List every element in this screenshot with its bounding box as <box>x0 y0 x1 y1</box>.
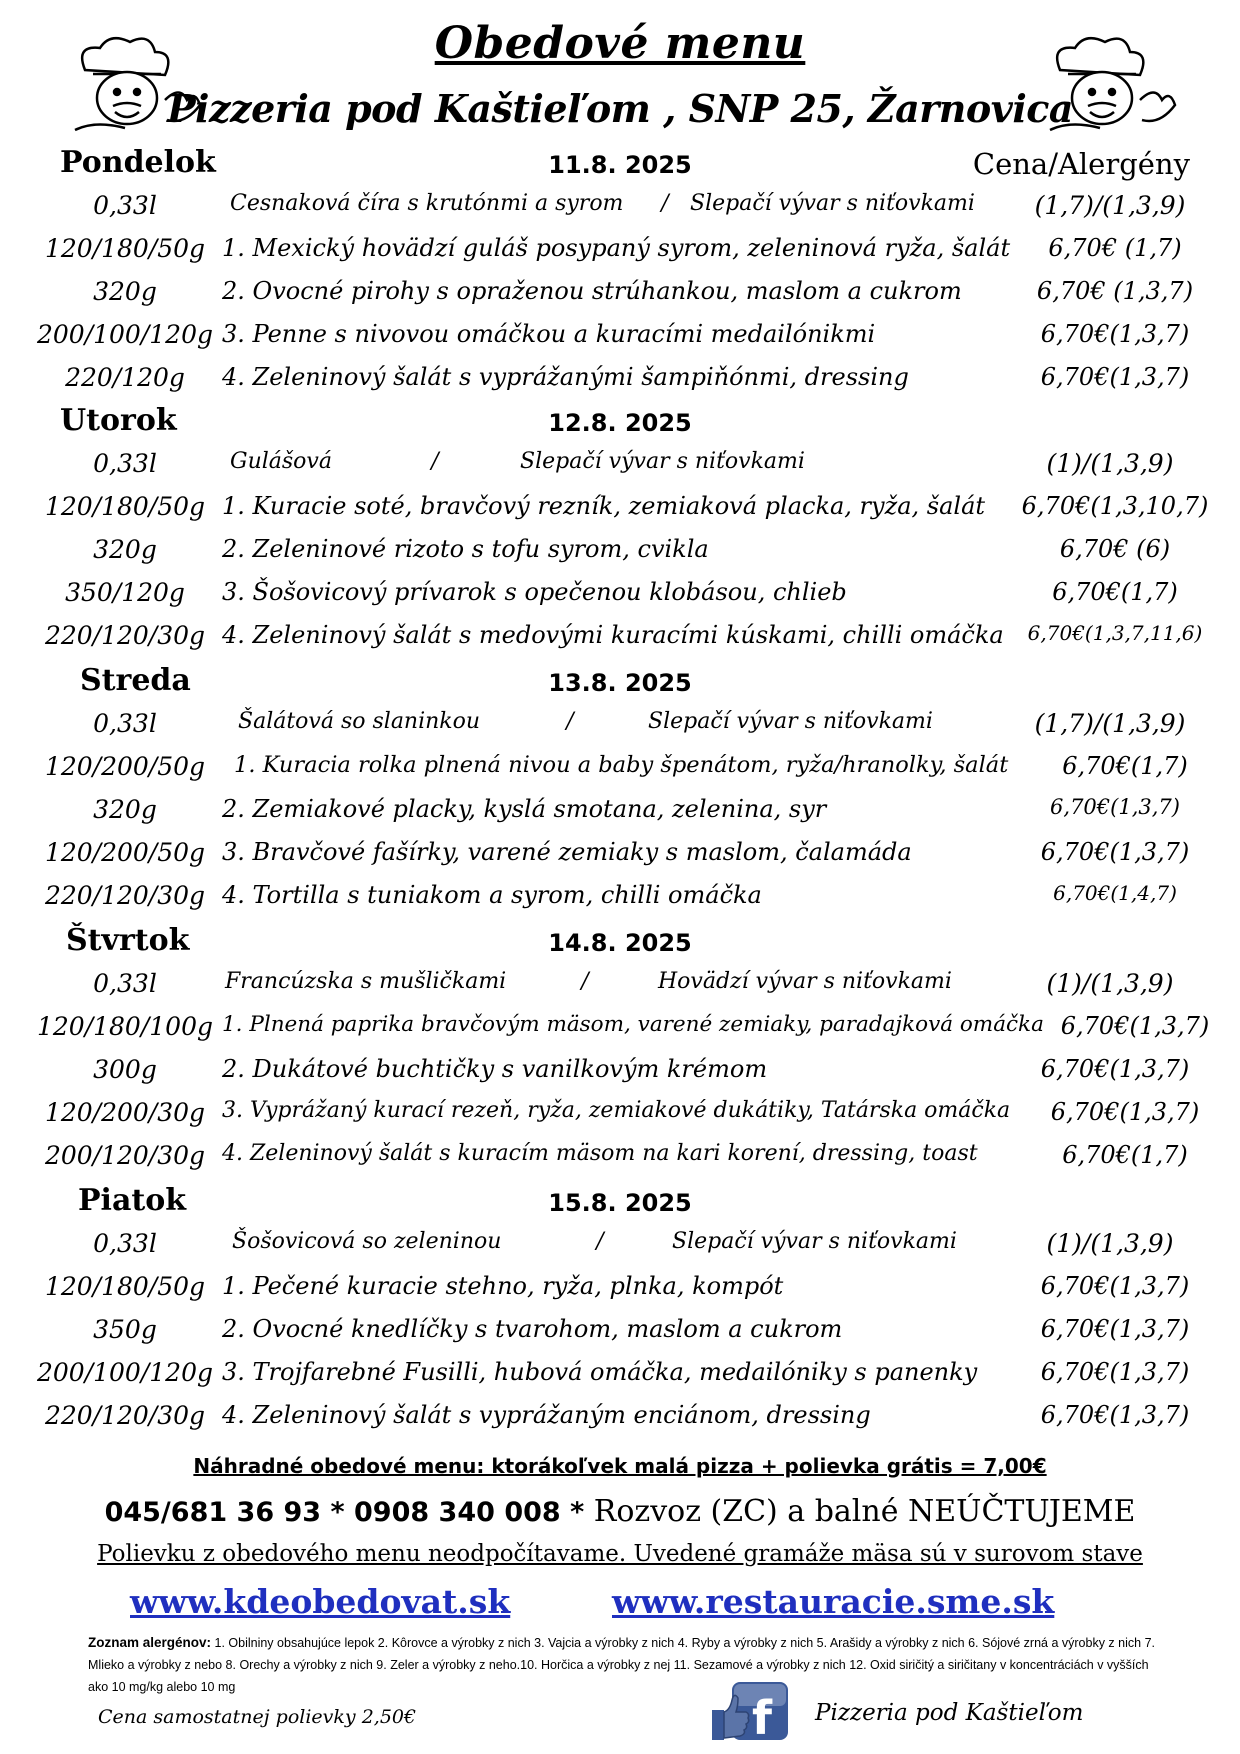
dish-weight: 120/180/50g <box>44 492 206 521</box>
dish-row <box>0 574 1240 617</box>
dish-price: 6,70€(1,3,7,11,6) <box>1027 621 1203 645</box>
dish-weight: 120/200/50g <box>44 752 206 781</box>
dish-weight: 120/180/100g <box>36 1012 213 1041</box>
dish-row <box>0 1051 1240 1094</box>
dish-row <box>0 1094 1240 1137</box>
dish-price: 6,70€(1,3,7) <box>1040 838 1190 866</box>
dish-weight: 120/180/50g <box>44 234 206 263</box>
soup-volume: 0,33l <box>93 191 157 220</box>
day-name: Utorok <box>60 403 177 438</box>
facebook-like-icon[interactable] <box>710 1680 792 1744</box>
dish-row <box>0 1354 1240 1397</box>
dish-description: 2. Zemiakové placky, kyslá smotana, zelenina, syr <box>222 795 827 823</box>
dish-description: 2. Zeleninové rizoto s tofu syrom, cvikla <box>222 535 709 563</box>
soup-allergens: (1)/(1,3,9) <box>1046 969 1174 998</box>
dish-weight: 200/100/120g <box>36 320 213 349</box>
dish-row <box>0 359 1240 402</box>
soup-separator: / <box>581 969 589 994</box>
delivery-note: Rozvoz (ZC) a balné NEÚČTUJEME <box>584 1494 1136 1529</box>
soup-option-b: Hovädzí vývar s niťovkami <box>658 969 952 994</box>
soup-separator: / <box>431 449 439 474</box>
dish-price: 6,70€(1,3,7) <box>1040 1315 1190 1343</box>
dish-weight: 200/120/30g <box>44 1141 206 1170</box>
dish-row <box>0 1137 1240 1180</box>
page-title: Obedové menu <box>434 18 806 69</box>
phone-numbers: 045/681 36 93 * 0908 340 008 * <box>104 1497 585 1528</box>
soup-row <box>0 705 1240 748</box>
dish-description: 3. Penne s nivovou omáčkou a kuracími medailónikmi <box>222 320 876 348</box>
soup-separator: / <box>661 191 669 216</box>
dish-weight: 120/200/30g <box>44 1098 206 1127</box>
dish-weight: 300g <box>93 1055 157 1084</box>
day-block-monday <box>0 145 1240 402</box>
dish-price: 6,70€(1,3,7) <box>1050 795 1180 819</box>
dish-description: 3. Vyprážaný kurací rezeň, ryža, zemiakové dukátiky, Tatárska omáčka <box>222 1098 1011 1123</box>
alternative-menu-note: Náhradné obedové menu: ktorákoľvek malá pizza + polievka grátis = 7,00€ <box>193 1454 1047 1478</box>
dish-weight: 220/120/30g <box>44 621 206 650</box>
day-block-tuesday <box>0 403 1240 660</box>
day-block-wednesday <box>0 663 1240 920</box>
dish-price: 6,70€(1,3,7) <box>1040 1055 1190 1083</box>
dish-price: 6,70€(1,3,7) <box>1040 1358 1190 1386</box>
link-kdeobedovat[interactable]: www.kdeobedovat.sk <box>130 1582 511 1621</box>
dish-price: 6,70€ (6) <box>1059 535 1171 563</box>
dish-description: 2. Ovocné pirohy s opraženou strúhankou, maslom a cukrom <box>222 277 962 305</box>
dish-row <box>0 877 1240 920</box>
dish-row <box>0 617 1240 660</box>
day-date: 11.8. 2025 <box>548 151 692 179</box>
day-block-thursday <box>0 923 1240 1180</box>
dish-description: 1. Pečené kuracie stehno, ryža, plnka, kompót <box>222 1272 784 1300</box>
soup-option-a: Gulášová <box>230 449 332 474</box>
soup-row <box>0 965 1240 1008</box>
dish-description: 4. Zeleninový šalát s kuracím mäsom na kari korení, dressing, toast <box>222 1141 978 1166</box>
dish-price: 6,70€(1,3,7) <box>1060 1012 1210 1040</box>
soup-separator: / <box>596 1229 604 1254</box>
dish-price: 6,70€(1,3,10,7) <box>1021 492 1209 520</box>
dish-row <box>0 1311 1240 1354</box>
dish-description: 4. Zeleninový šalát s vyprážaným enciánom, dressing <box>222 1401 871 1429</box>
standalone-soup-price: Cena samostatnej polievky 2,50€ <box>98 1706 417 1728</box>
dish-row <box>0 748 1240 791</box>
dish-price: 6,70€(1,3,7) <box>1040 1272 1190 1300</box>
soup-allergens: (1)/(1,3,9) <box>1046 1229 1174 1258</box>
dish-weight: 350g <box>93 1315 157 1344</box>
soup-option-b: Slepačí vývar s niťovkami <box>520 449 805 474</box>
dish-description: 4. Zeleninový šalát s medovými kuracími kúskami, chilli omáčka <box>222 621 1004 649</box>
dish-price: 6,70€(1,7) <box>1062 752 1188 780</box>
dish-weight: 220/120/30g <box>44 1401 206 1430</box>
contact-line <box>0 1494 1240 1529</box>
soup-allergens: (1,7)/(1,3,9) <box>1034 709 1186 738</box>
allergen-list <box>88 1632 1168 1698</box>
day-name: Piatok <box>78 1183 187 1218</box>
dish-weight: 220/120/30g <box>44 881 206 910</box>
soup-weight-note: Polievku z obedového menu neodpočítavame. Uvedené gramáže mäsa sú v surovom stave <box>97 1541 1143 1567</box>
dish-description: 2. Dukátové buchtičky s vanilkovým krémom <box>222 1055 768 1083</box>
soup-allergens: (1,7)/(1,3,9) <box>1034 191 1186 220</box>
soup-row <box>0 187 1240 230</box>
dish-price: 6,70€(1,3,7) <box>1040 320 1190 348</box>
dish-weight: 320g <box>93 795 157 824</box>
dish-description: 3. Trojfarebné Fusilli, hubová omáčka, medailóniky s panenky <box>222 1358 978 1386</box>
dish-row <box>0 834 1240 877</box>
dish-description: 4. Tortilla s tuniakom a syrom, chilli omáčka <box>222 881 762 909</box>
soup-option-b: Slepačí vývar s niťovkami <box>690 191 975 216</box>
soup-allergens: (1)/(1,3,9) <box>1046 449 1174 478</box>
day-name: Štvrtok <box>66 923 190 958</box>
svg-text:f: f <box>751 1691 773 1744</box>
allergen-list-label: Zoznam alergénov: <box>88 1635 212 1650</box>
dish-description: 2. Ovocné knedlíčky s tvarohom, maslom a cukrom <box>222 1315 843 1343</box>
day-date: 15.8. 2025 <box>548 1189 692 1217</box>
soup-option-a: Cesnaková číra s krutónmi a syrom <box>230 191 624 216</box>
dish-description: 1. Kuracie soté, bravčový rezník, zemiaková placka, ryža, šalát <box>222 492 986 520</box>
dish-description: 3. Bravčové fašírky, varené zemiaky s maslom, čalamáda <box>222 838 912 866</box>
dish-row <box>0 488 1240 531</box>
soup-row <box>0 445 1240 488</box>
soup-volume: 0,33l <box>93 1229 157 1258</box>
dish-weight: 220/120g <box>65 363 185 392</box>
dish-weight: 120/200/50g <box>44 838 206 867</box>
dish-weight: 120/180/50g <box>44 1272 206 1301</box>
dish-description: 1. Mexický hovädzí guláš posypaný syrom, zeleninová ryža, šalát <box>222 234 1011 262</box>
dish-price: 6,70€ (1,7) <box>1048 234 1182 262</box>
day-name: Streda <box>80 663 191 698</box>
dish-weight: 320g <box>93 277 157 306</box>
soup-separator: / <box>566 709 574 734</box>
soup-option-b: Slepačí vývar s niťovkami <box>648 709 933 734</box>
dish-row <box>0 791 1240 834</box>
dish-row <box>0 1397 1240 1440</box>
day-date: 13.8. 2025 <box>548 669 692 697</box>
dish-row <box>0 230 1240 273</box>
dish-row <box>0 273 1240 316</box>
dish-row <box>0 1008 1240 1051</box>
soup-option-b: Slepačí vývar s niťovkami <box>672 1229 957 1254</box>
dish-price: 6,70€ (1,3,7) <box>1036 277 1194 305</box>
dish-row <box>0 316 1240 359</box>
restaurant-name: Pizzeria pod Kaštieľom , SNP 25, Žarnovica <box>166 86 1074 131</box>
dish-price: 6,70€(1,3,7) <box>1040 363 1190 391</box>
dish-price: 6,70€(1,3,7) <box>1040 1401 1190 1429</box>
link-restauracie[interactable]: www.restauracie.sme.sk <box>612 1582 1055 1621</box>
day-date: 14.8. 2025 <box>548 929 692 957</box>
dish-price: 6,70€(1,7) <box>1062 1141 1188 1169</box>
dish-weight: 350/120g <box>65 578 185 607</box>
dish-price: 6,70€(1,3,7) <box>1050 1098 1200 1126</box>
soup-option-a: Francúzska s mušličkami <box>225 969 507 994</box>
day-date: 12.8. 2025 <box>548 409 692 437</box>
website-links <box>0 1582 1240 1628</box>
dish-weight: 200/100/120g <box>36 1358 213 1387</box>
day-name: Pondelok <box>60 145 216 180</box>
soup-option-a: Šalátová so slaninkou <box>238 709 481 734</box>
soup-row <box>0 1225 1240 1268</box>
allergen-list-text: 1. Obilniny obsahujúce lepok 2. Kôrovce a výrobky z nich 3. Vajcia a výrobky z nich 4. Ryby a výrobky z nich 5. Arašidy a výrobky z nich 6. Sójové zrná a výrobky z nich 7. Mlieko a výrobky z nebo 8. Orechy a výrobky z nich 9. Zeler a výrobky z neho.10. Horčica a výrobky z nej 11. Sezamové a výrobky z nich 12. Oxid siričitý a siričitany v koncentráciách v vyšších ako 10 mg/kg alebo 10 mg <box>88 1636 1155 1694</box>
dish-row <box>0 531 1240 574</box>
dish-description: 1. Kuracia rolka plnená nivou a baby špenátom, ryža/hranolky, šalát <box>234 752 1009 778</box>
dish-description: 1. Plnená paprika bravčovým mäsom, varené zemiaky, paradajková omáčka <box>222 1012 1044 1037</box>
dish-description: 3. Šošovicový prívarok s opečenou klobásou, chlieb <box>222 578 847 606</box>
dish-row <box>0 1268 1240 1311</box>
dish-price: 6,70€(1,7) <box>1052 578 1178 606</box>
soup-volume: 0,33l <box>93 709 157 738</box>
soup-volume: 0,33l <box>93 449 157 478</box>
day-block-friday <box>0 1183 1240 1440</box>
price-allergen-header: Cena/Alergény <box>972 147 1190 181</box>
pizzeria-signature: Pizzeria pod Kaštieľom <box>815 1700 1084 1726</box>
soup-option-a: Šošovicová so zeleninou <box>232 1229 502 1254</box>
dish-description: 4. Zeleninový šalát s vyprážanými šampiňónmi, dressing <box>222 363 909 391</box>
dish-weight: 320g <box>93 535 157 564</box>
dish-price: 6,70€(1,4,7) <box>1053 881 1177 905</box>
soup-volume: 0,33l <box>93 969 157 998</box>
